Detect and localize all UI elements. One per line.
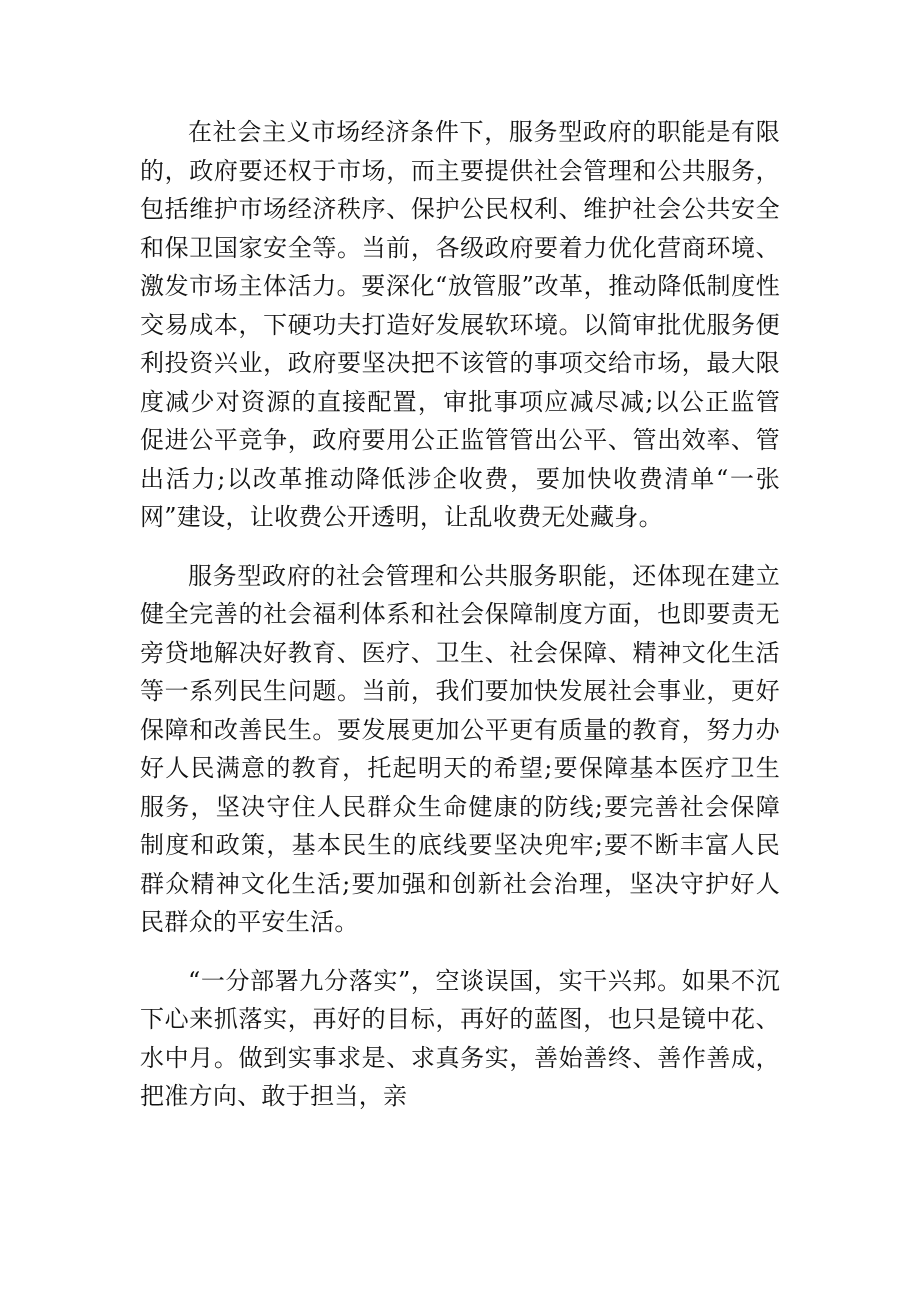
- document-body: [140, 113, 780, 1116]
- paragraph-3: “一分部署九分落实”，空谈误国，实干兴邦。如果不沉下心来抓落实，再好的目标，再好的蓝图，也只是镜中花、水中月。做到实事求是、求真务实，善始善终、善作善成，把准方向、敢于担当，亲: [140, 966, 780, 1110]
- paragraph-1: 在社会主义市场经济条件下，服务型政府的职能是有限的，政府要还权于市场，而主要提供社会管理和公共服务，包括维护市场经济秩序、保护公民权利、维护社会公共安全和保卫国家安全等。当前，各级政府要着力优化营商环境、激发市场主体活力。要深化“放管服”改革，推动降低制度性交易成本，下硬功夫打造好发展软环境。以简审批优服务便利投资兴业，政府要坚决把不该管的事项交给市场，最大限度减少对资源的直接配置，审批事项应减尽减;以公正监管促进公平竞争，政府要用公正监管管出公平、管出效率、管出活力;以改革推动降低涉企收费，要加快收费清单“一张网”建设，让收费公开透明，让乱收费无处藏身。: [140, 118, 780, 531]
- paragraph-2: 服务型政府的社会管理和公共服务职能，还体现在建立健全完善的社会福利体系和社会保障制度方面，也即要责无旁贷地解决好教育、医疗、卫生、社会保障、精神文化生活等一系列民生问题。当前，我们要加快发展社会事业，更好保障和改善民生。要发展更加公平更有质量的教育，努力办好人民满意的教育，托起明天的希望;要保障基本医疗卫生服务，坚决守住人民群众生命健康的防线;要完善社会保障制度和政策，基本民生的底线要坚决兜牢;要不断丰富人民群众精神文化生活;要加强和创新社会治理，坚决守护好人民群众的平安生活。: [140, 561, 780, 936]
